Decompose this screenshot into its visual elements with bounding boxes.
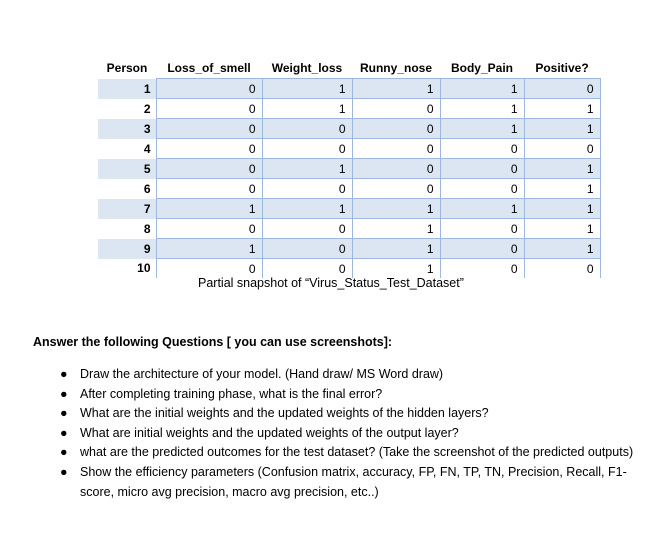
header-weight-loss: Weight_loss xyxy=(271,61,343,75)
bullet-icon: ● xyxy=(60,445,68,460)
table-row xyxy=(98,179,600,199)
table-cell: 1 xyxy=(352,199,440,219)
table-cell: 1 xyxy=(440,99,524,119)
table-cell: 0 xyxy=(440,239,524,259)
table-cell: 0 xyxy=(262,259,352,279)
person-cell: 4 xyxy=(98,139,156,159)
table-cell: 1 xyxy=(352,259,440,279)
person-cell: 1 xyxy=(98,79,156,99)
header-body-pain: Body_Pain xyxy=(450,61,513,75)
table-cell: 1 xyxy=(440,199,524,219)
header-positive: Positive? xyxy=(535,61,589,75)
person-cell: 7 xyxy=(98,199,156,219)
table-cell: 0 xyxy=(262,139,352,159)
header-loss-of-smell: Loss_of_smell xyxy=(167,61,251,75)
table-cell: 0 xyxy=(262,119,352,139)
table-cell: 1 xyxy=(524,239,600,259)
table-cell: 1 xyxy=(262,79,352,99)
dataset-table xyxy=(98,58,601,278)
table-cell: 1 xyxy=(352,219,440,239)
table-caption: Partial snapshot of “Virus_Status_Test_Dataset” xyxy=(198,276,464,290)
table-cell: 1 xyxy=(352,239,440,259)
person-cell: 8 xyxy=(98,219,156,239)
question-text: After completing training phase, what is the final error? xyxy=(80,386,383,401)
person-cell: 5 xyxy=(98,159,156,179)
questions-list xyxy=(60,365,650,502)
table-cell: 1 xyxy=(262,199,352,219)
question-text: What are the initial weights and the updated weights of the hidden layers? xyxy=(80,406,489,421)
table-cell: 1 xyxy=(524,179,600,199)
table-cell: 0 xyxy=(352,99,440,119)
question-text: Show the efficiency parameters (Confusion matrix, accuracy, FP, FN, TP, TN, Precision, Recall, F1-score, micro avg precision, macro avg precision, etc..) xyxy=(80,464,627,499)
table-cell: 0 xyxy=(352,159,440,179)
table-row xyxy=(98,159,600,179)
table-row xyxy=(98,219,600,239)
bullet-icon: ● xyxy=(60,425,68,440)
table-cell: 0 xyxy=(156,179,262,199)
person-cell: 9 xyxy=(98,239,156,259)
questions-heading: Answer the following Questions [ you can use screenshots]: xyxy=(33,335,393,349)
table-cell: 1 xyxy=(262,159,352,179)
table-cell: 0 xyxy=(440,179,524,199)
table-cell: 0 xyxy=(156,119,262,139)
table-row xyxy=(98,139,600,159)
table-cell: 0 xyxy=(262,179,352,199)
table-cell: 0 xyxy=(156,159,262,179)
table-header-row xyxy=(98,58,600,79)
table-cell: 0 xyxy=(440,139,524,159)
table-cell: 0 xyxy=(352,139,440,159)
table-row xyxy=(98,79,600,99)
table-cell: 0 xyxy=(156,139,262,159)
question-text: Draw the architecture of your model. (Hand draw/ MS Word draw) xyxy=(80,367,444,381)
list-item xyxy=(60,365,650,385)
list-item xyxy=(60,424,650,444)
table-cell: 0 xyxy=(352,119,440,139)
table-cell: 1 xyxy=(262,99,352,119)
question-text: what are the predicted outcomes for the test dataset? (Take the screenshot of the predicted outputs) xyxy=(80,445,634,460)
person-cell: 6 xyxy=(98,179,156,199)
table-cell: 0 xyxy=(524,139,600,159)
table-cell: 0 xyxy=(156,79,262,99)
person-cell: 3 xyxy=(98,119,156,139)
table-cell: 0 xyxy=(524,79,600,99)
bullet-icon: ● xyxy=(60,406,68,421)
table-cell: 0 xyxy=(156,219,262,239)
person-cell: 10 xyxy=(98,259,156,279)
table-cell: 0 xyxy=(524,259,600,279)
question-text: What are initial weights and the updated weights of the output layer? xyxy=(80,425,459,440)
table-cell: 0 xyxy=(262,239,352,259)
table-cell: 1 xyxy=(156,239,262,259)
header-person: Person xyxy=(106,61,148,76)
table-cell: 0 xyxy=(440,159,524,179)
table-row xyxy=(98,239,600,259)
table-cell: 1 xyxy=(524,159,600,179)
table-cell: 1 xyxy=(156,199,262,219)
table-cell: 0 xyxy=(262,219,352,239)
table-row xyxy=(98,199,600,219)
table-cell: 1 xyxy=(440,119,524,139)
header-runny-nose: Runny_nose xyxy=(359,61,432,75)
list-item xyxy=(60,385,650,405)
person-cell: 2 xyxy=(98,99,156,119)
bullet-icon: ● xyxy=(60,386,68,401)
table-cell: 1 xyxy=(352,79,440,99)
table-cell: 1 xyxy=(524,219,600,239)
bullet-icon: ● xyxy=(60,367,68,381)
table-cell: 0 xyxy=(440,259,524,279)
list-item xyxy=(60,443,650,463)
table-row xyxy=(98,119,600,139)
table-cell: 0 xyxy=(352,179,440,199)
table-cell: 0 xyxy=(440,219,524,239)
table-row xyxy=(98,99,600,119)
list-item xyxy=(60,463,650,502)
bullet-icon: ● xyxy=(60,464,68,479)
table-cell: 0 xyxy=(156,99,262,119)
table-cell: 1 xyxy=(524,199,600,219)
table-cell: 1 xyxy=(524,99,600,119)
table-cell: 1 xyxy=(440,79,524,99)
table-cell: 0 xyxy=(156,259,262,279)
table-cell: 1 xyxy=(524,119,600,139)
list-item xyxy=(60,404,650,424)
